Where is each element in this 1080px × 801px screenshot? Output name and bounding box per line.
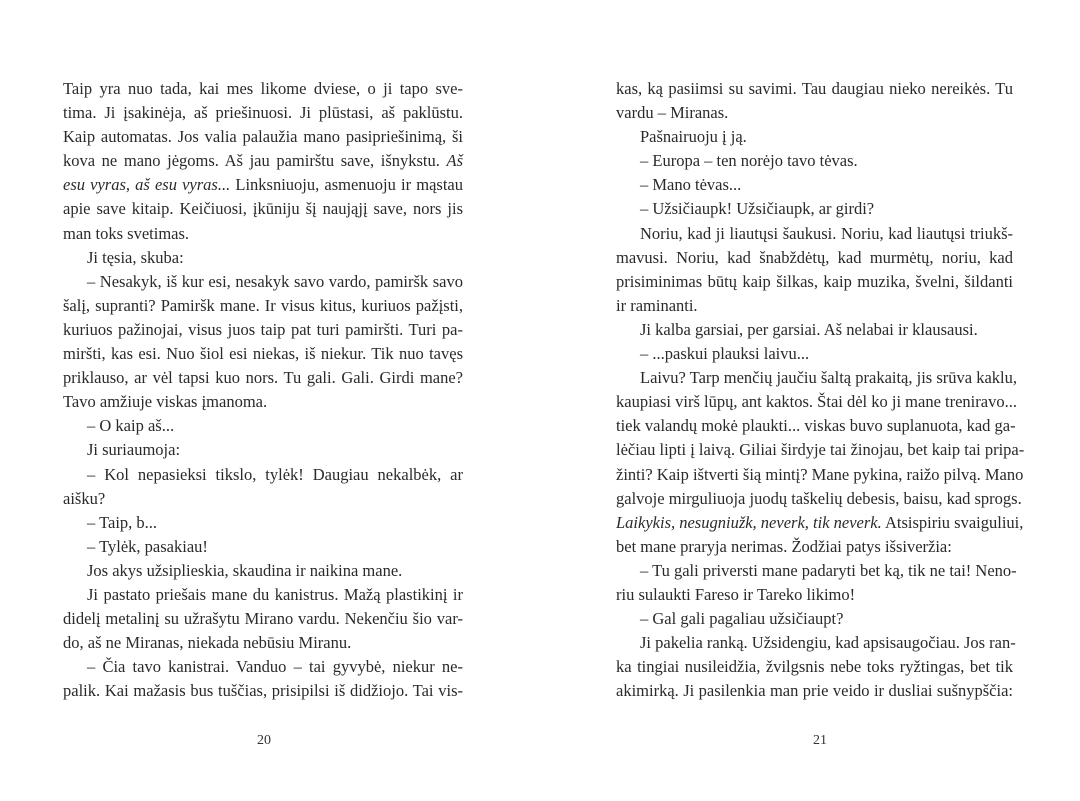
line-text: tiek valandų mokė plaukti... viskas buvo suplanuota, kad ga- (616, 416, 1016, 436)
text-line (616, 655, 1013, 679)
line-text: – Europa – ten norėjo tavo tėvas. (640, 151, 858, 171)
line-text: ka tingiai nusileidžia, žvilgsnis nebe toks ryžtingas, bet tik (616, 657, 1013, 677)
line-text: didelį metalinį su užrašytu Mirano vardu. Nekenčiu šio var- (63, 609, 463, 629)
text-line (616, 149, 1013, 173)
text-line (616, 631, 1016, 655)
line-text: Laivu? Tarp menčių jaučiu šaltą prakaitą, jis srūva kaklu, (640, 368, 1017, 388)
line-text: riu sulaukti Fareso ir Tareko likimo! (616, 584, 856, 604)
line-text: šalį, supranti? Pamiršk mane. Ir visus kitus, kuriuos pažįsti, (63, 295, 463, 315)
line-text: galvoje mirguliuoja juodų taškelių debesis, baisu, kad sprogs. (616, 488, 1022, 508)
line-text: bet mane praryja nerimas. Žodžiai patys išsiveržia: (616, 536, 952, 556)
text-line (63, 77, 463, 101)
text-line (616, 414, 1016, 438)
line-text: kuriuos pažinojai, visus juos taip pat turi pamiršti. Turi pa- (63, 319, 463, 339)
right-page-text (616, 77, 1025, 703)
line-text: Ji suriaumoja: (87, 440, 181, 460)
text-line (616, 77, 1013, 101)
text-line (63, 511, 463, 535)
line-text: – Taip, b... (87, 512, 158, 532)
line-text-after: Atsispiriu svaiguliui, (881, 512, 1024, 532)
line-text: Taip yra nuo tada, kai mes likome dviese, o ji tapo sve- (63, 79, 463, 98)
italic-text: esu vyras, aš esu vyras... (63, 175, 231, 195)
text-line (63, 270, 463, 294)
line-text-after: Linksniuoju, asmenuoju ir mąstau (230, 175, 463, 195)
right-page-number: 21 (813, 733, 827, 748)
text-line (616, 270, 1013, 294)
text-line (63, 631, 463, 655)
line-text: Jos akys užsiplieskia, skaudina ir naikina mane. (87, 560, 403, 580)
text-line (63, 679, 463, 703)
line-text: žinti? Kaip ištverti šią mintį? Mane pykina, raižo pilvą. Mano (616, 464, 1024, 484)
text-line (616, 438, 1025, 462)
text-line (63, 463, 463, 487)
line-text: Ji pakelia ranką. Užsidengiu, kad apsisaugočiau. Jos ran- (640, 633, 1016, 653)
text-line (63, 318, 463, 342)
line-text: Noriu, kad ji liautųsi šaukusi. Noriu, kad liautųsi triukš- (640, 223, 1013, 243)
text-line (616, 173, 1013, 197)
line-text: man toks svetimas. (63, 223, 190, 243)
text-line (63, 487, 463, 511)
text-line (63, 535, 463, 559)
text-line (616, 246, 1013, 270)
line-text: – Čia tavo kanistrai. Vanduo – tai gyvybė, niekur ne- (87, 657, 463, 677)
line-text: aišku? (63, 488, 106, 508)
line-text: lėčiau lipti į laivą. Giliai širdyje tai žinojau, bet kaip tai pripa- (616, 440, 1025, 460)
text-line (63, 607, 463, 631)
text-line (616, 607, 1013, 631)
line-text: tima. Ji įsakinėja, aš priešinuosi. Ji plūstasi, aš paklūstu. (63, 103, 463, 123)
text-line (63, 197, 463, 221)
text-line (616, 318, 1013, 342)
text-line (616, 101, 1013, 125)
text-line (616, 366, 1017, 390)
line-text: ir raminanti. (616, 295, 698, 315)
line-text: – Kol nepasieksi tikslo, tylėk! Daugiau nekalbėk, ar (87, 464, 463, 484)
text-line (616, 559, 1017, 583)
text-line (63, 101, 463, 125)
text-line (616, 222, 1013, 246)
right-page (540, 0, 1080, 801)
left-page-number: 20 (257, 733, 271, 748)
text-line (616, 342, 1013, 366)
line-text: miršti, kas esi. Nuo šiol esi niekas, iš niekur. Tik nuo tavęs (63, 344, 463, 364)
text-line (63, 342, 463, 366)
text-line (63, 125, 463, 149)
italic-text: Aš (446, 151, 464, 171)
line-text: Pašnairuoju į ją. (640, 127, 747, 147)
line-text: prisiminimas būtų kaip šilkas, kaip muzika, švelni, šildanti (616, 271, 1013, 291)
text-line (63, 390, 463, 414)
text-line (616, 487, 1022, 511)
text-line (616, 463, 1024, 487)
line-text: mavusi. Noriu, kad šnabždėtų, kad murmėtų, noriu, kad (616, 247, 1013, 267)
line-text: Ji tęsia, skuba: (87, 247, 184, 267)
line-text: kaupiasi virš lūpų, ant kaktos. Štai dėl ko ji mane treniravo... (616, 392, 1017, 412)
text-line (63, 173, 463, 197)
line-text: vardu – Miranas. (616, 103, 729, 123)
text-line (63, 559, 463, 583)
text-line (63, 583, 463, 607)
line-text: priklauso, ar vėl tapsi kuo nors. Tu gali. Gali. Girdi mane? (63, 368, 463, 388)
line-text: – Tu gali priversti mane padaryti bet ką, tik ne tai! Neno- (640, 560, 1017, 580)
line-text: kas, ką pasiimsi su savimi. Tau daugiau nieko nereikės. Tu (616, 79, 1013, 98)
text-line (616, 125, 1013, 149)
text-line (616, 511, 1024, 535)
line-text: – O kaip aš... (87, 416, 175, 436)
left-page-text (63, 77, 463, 703)
line-text: Kaip automatas. Jos valia palaužia mano pasipriešinimą, ši (63, 127, 463, 147)
line-text: – Nesakyk, iš kur esi, nesakyk savo vardo, pamiršk savo (87, 271, 463, 291)
line-text: kova ne mano jėgoms. Aš jau pamirštu save, išnykstu. (63, 151, 440, 171)
line-text: Ji kalba garsiai, per garsiai. Aš nelabai ir klausausi. (640, 319, 978, 339)
line-text: akimirką. Ji pasilenkia man prie veido ir dusliai sušnypščia: (616, 681, 1013, 701)
text-line (616, 197, 1013, 221)
text-line (63, 294, 463, 318)
line-text: Tavo amžiuje viskas įmanoma. (63, 392, 268, 412)
text-line (63, 438, 463, 462)
line-text: – Mano tėvas... (640, 175, 742, 195)
line-text: – ...paskui plauksi laivu... (640, 344, 810, 364)
line-text: Ji pastato priešais mane du kanistrus. Mažą plastikinį ir (87, 584, 463, 604)
text-line (63, 222, 463, 246)
text-line (63, 655, 463, 679)
text-line (616, 294, 1013, 318)
line-text: apie save kitaip. Keičiuosi, įkūniju šį naująjį save, nors jis (63, 199, 463, 219)
text-line (616, 535, 1013, 559)
line-text: do, aš ne Miranas, niekada nebūsiu Miranu. (63, 633, 352, 653)
line-text: – Tylėk, pasakiau! (87, 536, 208, 556)
text-line (63, 149, 463, 173)
text-line (63, 366, 463, 390)
text-line (616, 390, 1017, 414)
line-text: palik. Kai mažasis bus tuščias, prisipilsi iš didžiojo. Tai vis- (63, 681, 463, 701)
line-text: – Gal gali pagaliau užsičiaupt? (640, 609, 844, 629)
text-line (616, 583, 1013, 607)
italic-text: Laikykis, nesugniužk, neverk, tik neverk. (616, 512, 882, 532)
text-line (616, 679, 1013, 703)
text-line (63, 414, 463, 438)
line-text: – Užsičiaupk! Užsičiaupk, ar girdi? (640, 199, 875, 219)
text-line (63, 246, 463, 270)
